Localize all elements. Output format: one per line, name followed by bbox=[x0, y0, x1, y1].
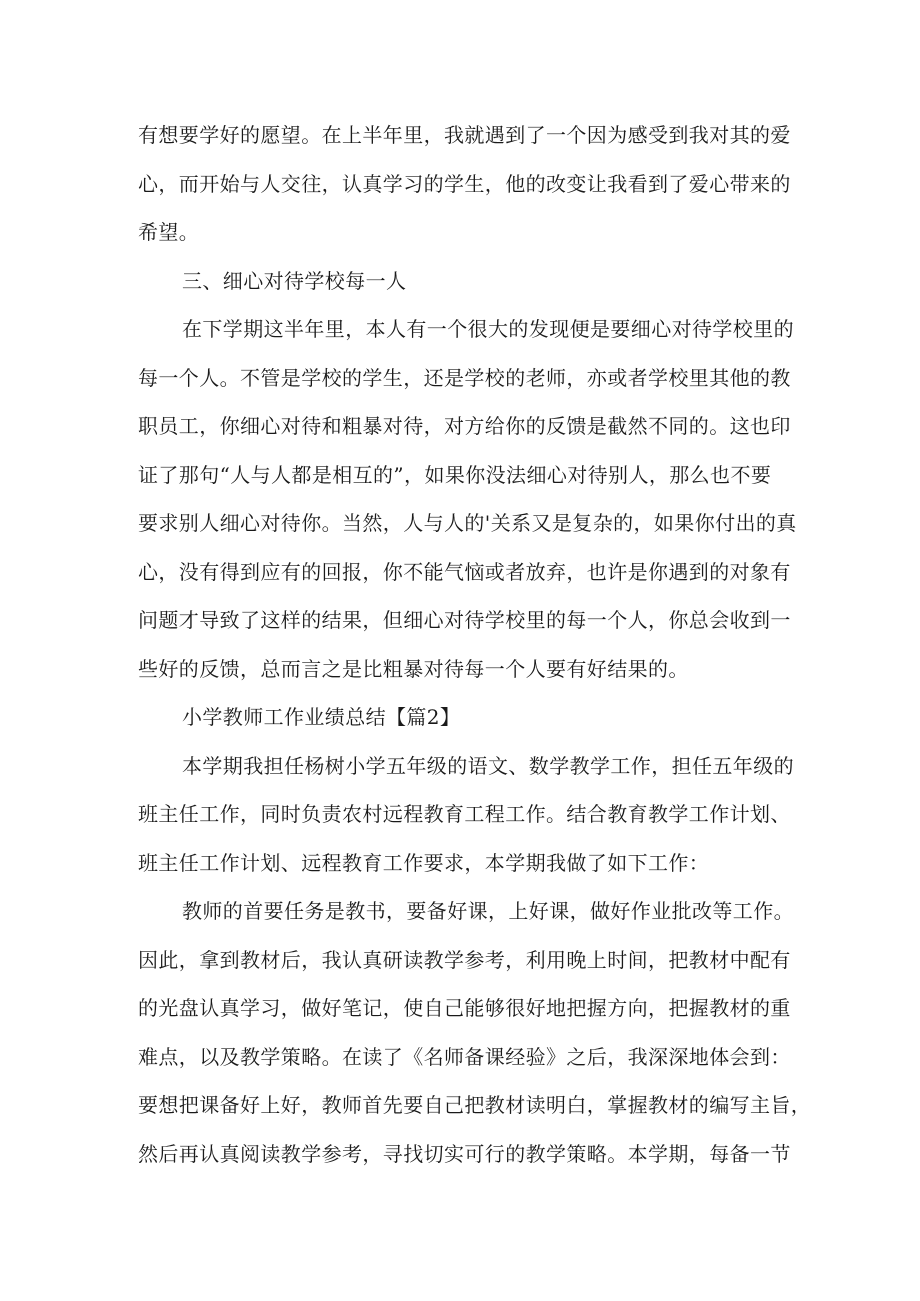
text-line: 教师的首要任务是教书，要备好课，上好课，做好作业批改等工作。 bbox=[182, 899, 794, 923]
text-line: 希望。 bbox=[138, 220, 200, 244]
document-body bbox=[138, 111, 812, 1178]
text-line: 每一个人。不管是学校的学生，还是学校的老师，亦或者学校里其他的教 bbox=[138, 365, 791, 390]
text-line: 心，而开始与人交往，认真学习的学生，他的改变让我看到了爱心带来的 bbox=[138, 171, 791, 196]
text-line: 班主任工作，同时负责农村远程教育工程工作。结合教育教学工作计划、 bbox=[138, 802, 791, 826]
text-line: 些好的反馈，总而言之是比粗暴对待每一个人要有好结果的。 bbox=[138, 656, 689, 681]
text-line: 要想把课备好上好，教师首先要自己把教材读明白，掌握教材的编写主旨， bbox=[138, 1093, 812, 1117]
text-line: 小学教师工作业绩总结【篇2】 bbox=[182, 705, 461, 729]
text-line: 在下学期这半年里，本人有一个很大的发现便是要细心对待学校里的 bbox=[182, 317, 794, 341]
text-line: 的光盘认真学习，做好笔记，使自己能够很好地把握方向，把握教材的重 bbox=[138, 996, 791, 1020]
text-line: 有想要学好的愿望。在上半年里，我就遇到了一个因为感受到我对其的爱 bbox=[138, 123, 791, 147]
text-line: 因此，拿到教材后，我认真研读教学参考，利用晚上时间，把教材中配有 bbox=[138, 947, 791, 972]
text-line: 问题才导致了这样的结果，但细心对待学校里的每一个人，你总会收到一 bbox=[138, 608, 791, 632]
text-line: 心，没有得到应有的回报，你不能气恼或者放弃，也许是你遇到的对象有 bbox=[138, 559, 791, 584]
text-line: 难点，以及教学策略。在读了《名师备课经验》之后，我深深地体会到： bbox=[138, 1044, 791, 1069]
text-line: 然后再认真阅读教学参考，寻找切实可行的教学策略。本学期，每备一节 bbox=[138, 1141, 791, 1166]
text-line: 证了那句“人与人都是相互的”，如果你没法细心对待别人，那么也不要 bbox=[138, 462, 772, 487]
text-line: 要求别人细心对待你。当然，人与人的'关系又是复杂的，如果你付出的真 bbox=[138, 511, 797, 535]
text-line: 职员工，你细心对待和粗暴对待，对方给你的反馈是截然不同的。这也印 bbox=[138, 414, 791, 438]
text-line: 本学期我担任杨树小学五年级的语文、数学教学工作，担任五年级的 bbox=[182, 753, 794, 778]
text-line: 班主任工作计划、远程教育工作要求，本学期我做了如下工作： bbox=[138, 850, 710, 875]
text-line: 三、细心对待学校每一人 bbox=[182, 268, 407, 293]
